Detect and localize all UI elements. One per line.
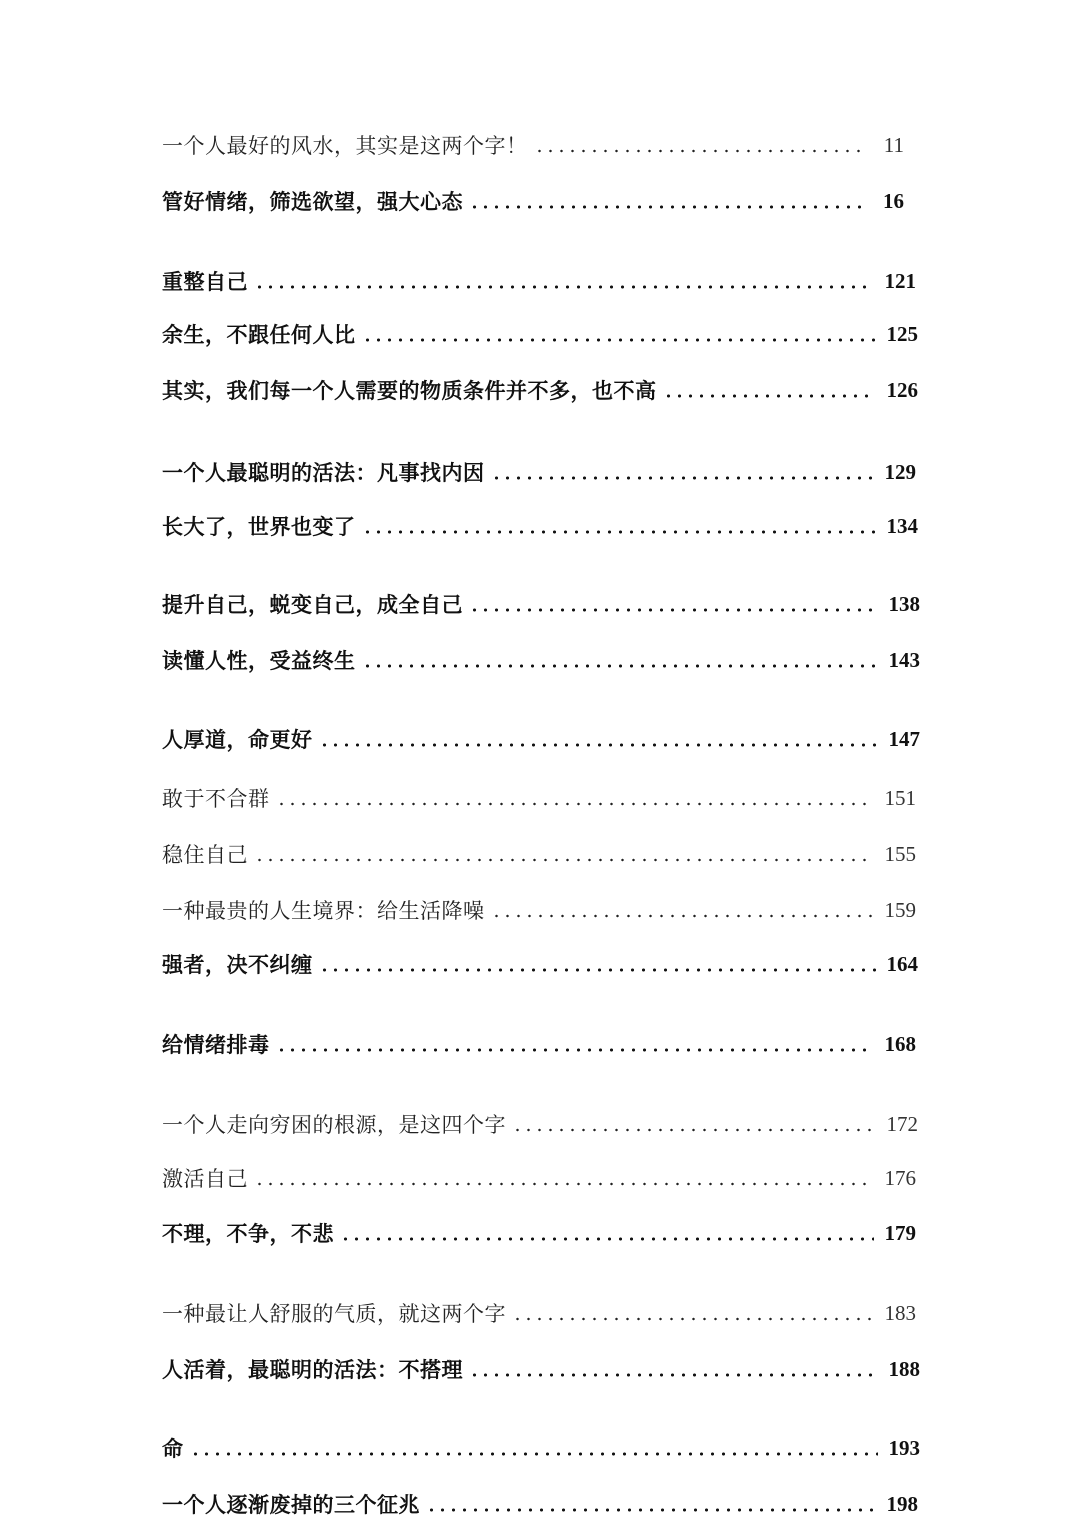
toc-entry-page: 129 [884, 459, 916, 484]
toc-entry[interactable] [162, 1161, 916, 1195]
dot-leader [663, 394, 877, 398]
dot-leader [362, 530, 877, 534]
dot-leader [254, 285, 874, 289]
toc-entry-title: 稳住自己 [162, 843, 248, 867]
toc-entry-title: 一个人最聪明的活法：凡事找内因 [162, 461, 485, 485]
toc-entry-page: 121 [884, 268, 916, 293]
toc-entry[interactable] [162, 643, 920, 677]
dot-leader [254, 858, 874, 862]
dot-leader [319, 743, 879, 747]
dot-leader [534, 149, 863, 153]
toc-entry-page: 126 [886, 377, 918, 402]
toc-entry-title: 一个人最好的风水，其实是这两个字！ [162, 134, 528, 158]
toc-entry-title: 管好情绪，筛选欲望，强大心态 [162, 190, 463, 214]
toc-entry-page: 168 [884, 1031, 916, 1056]
toc-entry[interactable] [162, 587, 920, 621]
toc-entry[interactable] [162, 1107, 918, 1141]
toc-entry-title: 一种最贵的人生境界：给生活降噪 [162, 899, 485, 923]
toc-entry-title: 长大了，世界也变了 [162, 515, 356, 539]
toc-entry-title: 重整自己 [162, 270, 248, 294]
toc-entry-title: 人厚道，命更好 [162, 728, 313, 752]
dot-leader [319, 968, 877, 972]
dot-leader [491, 476, 875, 480]
toc-entry-title: 其实，我们每一个人需要的物质条件并不多，也不高 [162, 379, 657, 403]
toc-entry[interactable] [162, 893, 916, 927]
toc-entry-title: 一个人走向穷困的根源，是这四个字 [162, 1113, 506, 1137]
dot-leader [254, 1182, 874, 1186]
toc-entry-title: 激活自己 [162, 1167, 248, 1191]
toc-entry-title: 不理，不争，不悲 [162, 1222, 334, 1246]
toc-entry-title: 命 [162, 1437, 184, 1461]
toc-entry-page: 16 [883, 188, 904, 213]
toc-entry-page: 193 [888, 1435, 920, 1460]
toc-entry-page: 143 [888, 647, 920, 672]
toc-entry-page: 159 [884, 897, 916, 922]
dot-leader [491, 914, 875, 918]
toc-entry[interactable] [162, 1027, 916, 1061]
toc-entry-page: 164 [886, 951, 918, 976]
toc-entry[interactable] [162, 317, 918, 351]
dot-leader [512, 1317, 874, 1321]
toc-entry-title: 敢于不合群 [162, 787, 270, 811]
dot-leader [469, 608, 878, 612]
toc-entry-title: 一个人逐渐废掉的三个征兆 [162, 1493, 420, 1517]
toc-entry-page: 188 [888, 1356, 920, 1381]
dot-leader [276, 1048, 875, 1052]
toc-entry-title: 提升自己，蜕变自己，成全自己 [162, 593, 463, 617]
dot-leader [426, 1508, 876, 1512]
toc-entry-page: 172 [886, 1111, 918, 1136]
toc-entry-title: 人活着，最聪明的活法：不搭理 [162, 1358, 463, 1382]
toc-entry[interactable] [162, 781, 916, 815]
toc-entry[interactable] [162, 1352, 920, 1386]
toc-entry[interactable] [162, 184, 904, 218]
toc-entry[interactable] [162, 722, 920, 756]
dot-leader [512, 1128, 876, 1132]
toc-entry[interactable] [162, 373, 918, 407]
toc-entry-page: 155 [884, 841, 916, 866]
toc-entry[interactable] [162, 1216, 916, 1250]
toc-entry-page: 198 [886, 1491, 918, 1516]
dot-leader [469, 1373, 878, 1377]
toc-entry-page: 176 [884, 1165, 916, 1190]
toc-entry-title: 强者，决不纠缠 [162, 953, 313, 977]
toc-entry[interactable] [162, 1431, 920, 1465]
toc-entry-page: 151 [884, 785, 916, 810]
toc-entry-page: 183 [884, 1300, 916, 1325]
dot-leader [362, 664, 879, 668]
toc-entry[interactable] [162, 947, 918, 981]
dot-leader [340, 1237, 874, 1241]
toc-entry-page: 179 [884, 1220, 916, 1245]
toc-entry-page: 138 [888, 591, 920, 616]
toc-entry[interactable] [162, 264, 916, 298]
toc-entry[interactable] [162, 455, 916, 489]
toc-entry-title: 读懂人性，受益终生 [162, 649, 356, 673]
toc-entry[interactable] [162, 1487, 918, 1521]
toc-entry-page: 147 [888, 726, 920, 751]
dot-leader [276, 802, 875, 806]
toc-entry-title: 一种最让人舒服的气质，就这两个字 [162, 1302, 506, 1326]
toc-entry-page: 125 [886, 321, 918, 346]
dot-leader [362, 338, 877, 342]
toc-entry-page: 11 [883, 132, 904, 157]
toc-entry-page: 134 [886, 513, 918, 538]
toc-entry-title: 给情绪排毒 [162, 1033, 270, 1057]
toc-entry[interactable] [162, 1296, 916, 1330]
dot-leader [190, 1452, 879, 1456]
toc-entry[interactable] [162, 837, 916, 871]
toc-entry-title: 余生，不跟任何人比 [162, 323, 356, 347]
toc-entry[interactable] [162, 128, 904, 162]
dot-leader [469, 205, 862, 209]
toc-entry[interactable] [162, 509, 918, 543]
